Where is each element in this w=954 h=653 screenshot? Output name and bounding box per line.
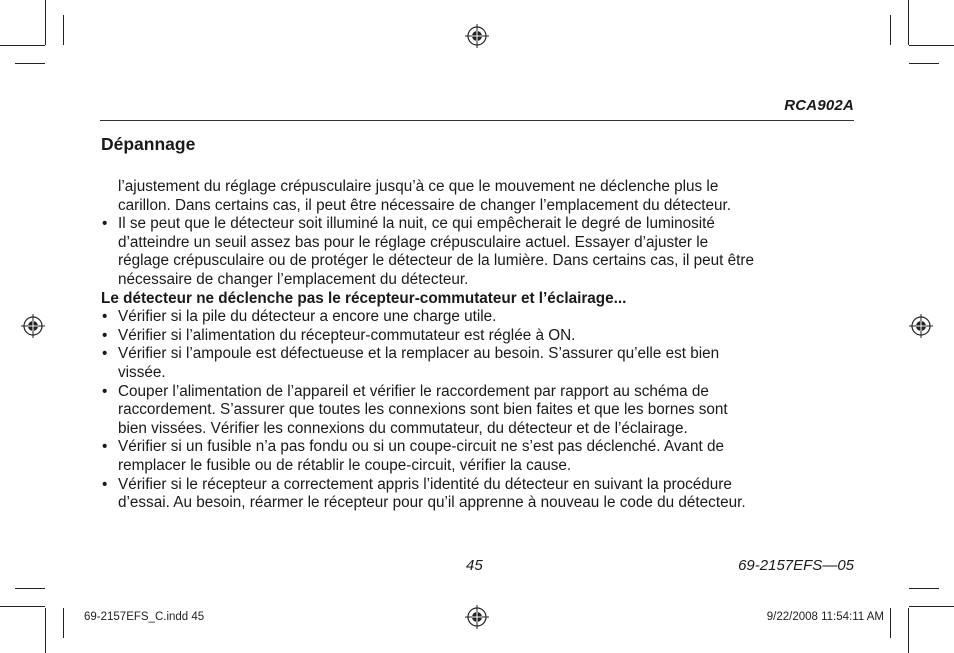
text-line: bien vissées. Vérifier les connexions du commutateur, du détecteur et de l’éclairage. — [118, 419, 688, 437]
bullet: • — [102, 475, 108, 493]
bullet: • — [102, 438, 108, 456]
registration-mark-icon — [465, 24, 489, 48]
text-line: Vérifier si l’ampoule est défectueuse et la remplacer au besoin. S’assurer qu’elle est bien — [118, 345, 720, 363]
list-item — [101, 345, 861, 382]
list-item — [101, 308, 861, 327]
text-line: l’ajustement du réglage crépusculaire jusqu’à ce que le mouvement ne déclenche plus le — [118, 178, 719, 195]
text-line: nécessaire de changer l’emplacement du détecteur. — [118, 270, 469, 288]
crop-mark — [890, 608, 891, 638]
bullet: • — [102, 308, 108, 326]
crop-mark — [890, 15, 891, 45]
registration-mark-icon — [909, 314, 933, 338]
crop-mark — [45, 608, 46, 653]
slug-timestamp: 9/22/2008 11:54:11 AM — [766, 611, 884, 623]
crop-mark — [909, 606, 954, 607]
text-line: réglage crépusculaire ou de protéger le détecteur de la lumière. Dans certains cas, il peut être — [118, 252, 755, 270]
header-rule — [100, 120, 854, 121]
crop-mark — [63, 15, 64, 45]
crop-mark — [908, 0, 909, 45]
page-title: Dépannage — [101, 134, 196, 154]
text-line: remplacer le fusible ou de rétablir le coupe-circuit, vérifier la cause. — [118, 456, 572, 474]
document-number: 69-2157EFS—05 — [738, 557, 854, 574]
text-line: Couper l’alimentation de l’appareil et vérifier le raccordement par rapport au schéma de — [118, 382, 709, 400]
text-line: raccordement. S’assurer que toutes les connexions sont bien faites et que les bornes sont — [118, 401, 728, 419]
list-item — [101, 383, 861, 439]
intro-paragraph — [101, 178, 861, 215]
crop-mark — [15, 63, 45, 64]
text-line: Vérifier si un fusible n’a pas fondu ou si un coupe-circuit ne s’est pas déclenché. Avant de — [118, 438, 725, 456]
text-line: d’atteindre un seuil assez bas pour le réglage crépusculaire actuel. Essayer d’ajuster le — [118, 233, 709, 251]
crop-mark — [45, 0, 46, 45]
slug-filename: 69-2157EFS_C.indd 45 — [84, 611, 205, 623]
bullet: • — [102, 345, 108, 363]
crop-mark — [0, 45, 45, 46]
list-item — [101, 215, 861, 289]
list-item — [101, 438, 861, 475]
text-line: vissée. — [118, 363, 166, 381]
crop-mark — [909, 588, 939, 589]
registration-mark-icon — [465, 605, 489, 629]
crop-mark — [0, 606, 45, 607]
crop-mark — [15, 588, 45, 589]
section-heading: Le détecteur ne déclenche pas le récepteur-commutateur et l’éclairage... — [101, 289, 627, 307]
crop-mark — [909, 63, 939, 64]
troubleshooting-content — [101, 178, 861, 513]
text-line: Il se peut que le détecteur soit illuminé la nuit, ce qui empêcherait le degré de luminosité — [118, 215, 715, 233]
text-line: Vérifier si le récepteur a correctement appris l’identité du détecteur en suivant la procédure — [118, 475, 732, 493]
list-item — [101, 327, 861, 346]
list-item — [101, 476, 861, 513]
bullet: • — [102, 326, 108, 344]
bullet: • — [102, 215, 108, 233]
text-line: carillon. Dans certains cas, il peut être nécessaire de changer l’emplacement du détecteur. — [118, 196, 732, 214]
crop-mark — [63, 608, 64, 638]
text-line: Vérifier si la pile du détecteur a encore une charge utile. — [118, 308, 497, 326]
page-number: 45 — [466, 557, 483, 574]
crop-mark — [908, 608, 909, 653]
text-line: d’essai. Au besoin, réarmer le récepteur pour qu’il apprenne à nouveau le code du détecteur. — [118, 494, 746, 512]
text-line: Vérifier si l’alimentation du récepteur-commutateur est réglée à ON. — [118, 326, 576, 344]
bullet: • — [102, 382, 108, 400]
registration-mark-icon — [21, 314, 45, 338]
crop-mark — [909, 45, 954, 46]
model-number: RCA902A — [784, 97, 854, 114]
